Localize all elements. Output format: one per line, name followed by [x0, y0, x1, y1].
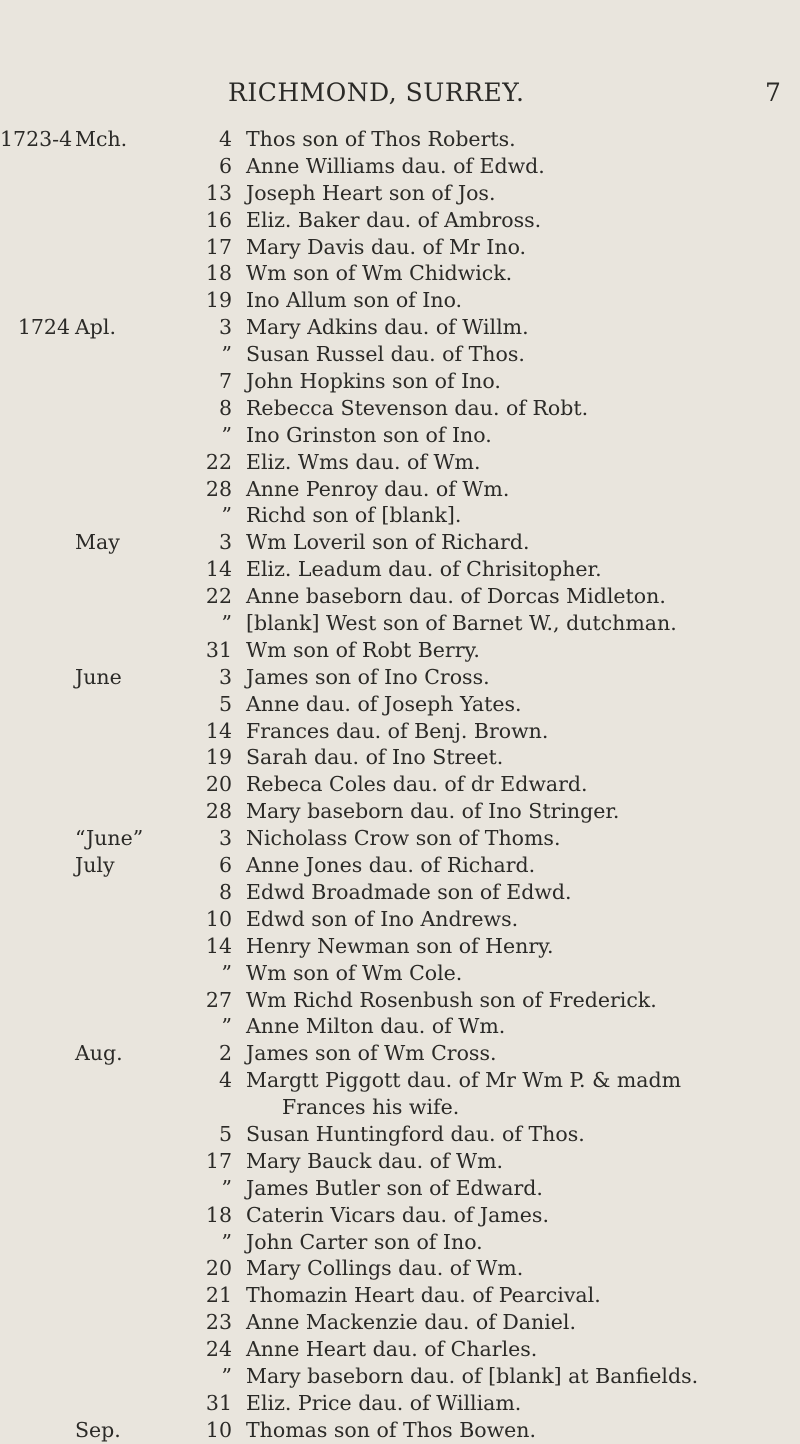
- day-cell: 7: [218, 369, 232, 394]
- register-entry: [0, 207, 800, 234]
- entry-text: [246, 476, 796, 503]
- entry-text-line: Mary Davis dau. of Mr Ino.: [246, 234, 527, 259]
- entry-text: [246, 422, 796, 449]
- entry-text: [246, 1282, 796, 1309]
- entry-text-line: Rebeca Coles dau. of dr Edward.: [246, 772, 588, 797]
- day-cell: 22: [205, 449, 232, 474]
- entry-text: [246, 1336, 796, 1363]
- entry-text: [246, 906, 796, 933]
- register-entries: [0, 126, 800, 1444]
- entry-text: [246, 933, 796, 960]
- entry-text: [246, 879, 796, 906]
- entry-text-line: Mary Collings dau. of Wm.: [246, 1256, 524, 1281]
- entry-text-line: Wm Loveril son of Richard.: [246, 530, 530, 555]
- entry-text-line: Anne baseborn dau. of Dorcas Midleton.: [246, 584, 666, 609]
- entry-text-line: James son of Ino Cross.: [246, 664, 490, 689]
- day-cell: 24: [205, 1337, 232, 1362]
- day-cell: ”: [221, 503, 232, 528]
- register-entry: [0, 153, 800, 180]
- day-cell: 5: [218, 1121, 232, 1146]
- month-cell: July: [75, 853, 115, 878]
- register-entry: [0, 529, 800, 556]
- day-cell: 14: [205, 933, 232, 958]
- register-entry: [0, 260, 800, 287]
- day-cell: ”: [221, 1229, 232, 1254]
- register-entry: [0, 1229, 800, 1256]
- day-cell: 28: [205, 476, 232, 501]
- register-entry: [0, 287, 800, 314]
- entry-text: [246, 1013, 796, 1040]
- entry-text: [246, 1255, 796, 1282]
- entry-text: [246, 126, 796, 153]
- register-entry: [0, 1148, 800, 1175]
- register-entry: [0, 1040, 800, 1067]
- register-entry: [0, 1390, 800, 1417]
- entry-text-line: Ino Allum son of Ino.: [246, 288, 463, 313]
- entry-text: [246, 153, 796, 180]
- day-cell: 28: [205, 799, 232, 824]
- entry-text: [246, 529, 796, 556]
- entry-text: [246, 744, 796, 771]
- entry-text-line: Thomazin Heart dau. of Pearcival.: [246, 1283, 601, 1308]
- day-cell: 6: [218, 853, 232, 878]
- entry-text: [246, 1121, 796, 1148]
- entry-text: [246, 825, 796, 852]
- entry-text-line: Margtt Piggott dau. of Mr Wm P. & madm: [246, 1068, 682, 1093]
- register-entry: [0, 556, 800, 583]
- entry-text-line: Ino Grinston son of Ino.: [246, 422, 492, 447]
- entry-text-line: Mary Bauck dau. of Wm.: [246, 1148, 504, 1173]
- register-entry: [0, 960, 800, 987]
- entry-text: [246, 664, 796, 691]
- day-cell: 3: [218, 664, 232, 689]
- entry-text: [246, 502, 796, 529]
- running-head: RICHMOND, SURREY.: [228, 78, 525, 107]
- day-cell: 27: [205, 987, 232, 1012]
- year-cell: 1724: [17, 315, 70, 340]
- entry-text: [246, 691, 796, 718]
- entry-text: [246, 1067, 796, 1121]
- entry-text-line: Thomas son of Thos Bowen.: [246, 1417, 537, 1442]
- entry-text-continuation: Frances his wife.: [282, 1095, 460, 1120]
- entry-text-line: Richd son of [blank].: [246, 503, 462, 528]
- day-cell: 23: [205, 1310, 232, 1335]
- day-cell: 21: [205, 1283, 232, 1308]
- day-cell: ”: [221, 1363, 232, 1388]
- register-entry: [0, 933, 800, 960]
- register-entry: [0, 1067, 800, 1121]
- entry-text: [246, 1202, 796, 1229]
- register-entry: [0, 879, 800, 906]
- day-cell: 3: [218, 530, 232, 555]
- day-cell: ”: [221, 1175, 232, 1200]
- register-entry: [0, 583, 800, 610]
- register-entry: [0, 126, 800, 153]
- day-cell: 8: [218, 395, 232, 420]
- register-entry: [0, 368, 800, 395]
- day-cell: 18: [205, 1202, 232, 1227]
- entry-text: [246, 1040, 796, 1067]
- day-cell: 17: [205, 234, 232, 259]
- entry-text-line: Eliz. Baker dau. of Ambross.: [246, 207, 542, 232]
- entry-text: [246, 314, 796, 341]
- entry-text: [246, 368, 796, 395]
- register-entry: [0, 341, 800, 368]
- register-entry: [0, 395, 800, 422]
- day-cell: 13: [205, 180, 232, 205]
- entry-text: [246, 449, 796, 476]
- day-cell: 2: [218, 1041, 232, 1066]
- register-entry: [0, 476, 800, 503]
- entry-text: [246, 718, 796, 745]
- month-cell: “June”: [75, 826, 144, 851]
- month-cell: Sep.: [75, 1417, 121, 1442]
- day-cell: 8: [218, 879, 232, 904]
- day-cell: 22: [205, 584, 232, 609]
- entry-text: [246, 960, 796, 987]
- register-entry: [0, 1363, 800, 1390]
- entry-text: [246, 987, 796, 1014]
- register-entry: [0, 1013, 800, 1040]
- entry-text-line: Nicholass Crow son of Thoms.: [246, 826, 561, 851]
- day-cell: 6: [218, 153, 232, 178]
- entry-text-line: Eliz. Price dau. of William.: [246, 1390, 522, 1415]
- entry-text-line: Wm Richd Rosenbush son of Frederick.: [246, 987, 657, 1012]
- register-entry: [0, 771, 800, 798]
- register-entry: [0, 1255, 800, 1282]
- entry-text-line: Anne Penroy dau. of Wm.: [246, 476, 510, 501]
- day-cell: 17: [205, 1148, 232, 1173]
- entry-text-line: [blank] West son of Barnet W., dutchman.: [246, 611, 677, 636]
- entry-text-line: Wm son of Wm Chidwick.: [246, 261, 513, 286]
- entry-text-line: Wm son of Wm Cole.: [246, 960, 463, 985]
- entry-text-line: Anne Mackenzie dau. of Daniel.: [246, 1310, 576, 1335]
- entry-text-line: Frances dau. of Benj. Brown.: [246, 718, 549, 743]
- entry-text: [246, 1390, 796, 1417]
- day-cell: 19: [205, 288, 232, 313]
- day-cell: 31: [205, 1390, 232, 1415]
- day-cell: 4: [218, 127, 232, 151]
- entry-text-line: Edwd son of Ino Andrews.: [246, 906, 519, 931]
- register-entry: [0, 449, 800, 476]
- entry-text: [246, 1363, 796, 1390]
- entry-text: [246, 637, 796, 664]
- entry-text: [246, 341, 796, 368]
- register-entry: [0, 502, 800, 529]
- entry-text-line: Mary baseborn dau. of [blank] at Banfields.: [246, 1363, 699, 1388]
- register-entry: [0, 664, 800, 691]
- register-entry: [0, 1309, 800, 1336]
- day-cell: 14: [205, 557, 232, 582]
- day-cell: 5: [218, 691, 232, 716]
- entry-text: [246, 395, 796, 422]
- day-cell: ”: [221, 342, 232, 367]
- month-cell: Mch.: [75, 127, 128, 151]
- entry-text: [246, 556, 796, 583]
- register-entry: [0, 825, 800, 852]
- day-cell: ”: [221, 611, 232, 636]
- month-cell: June: [75, 664, 122, 689]
- day-cell: 31: [205, 637, 232, 662]
- entry-text-line: James son of Wm Cross.: [246, 1041, 497, 1066]
- entry-text: [246, 610, 796, 637]
- year-cell: 1723-4: [0, 127, 73, 151]
- entry-text: [246, 234, 796, 261]
- register-entry: [0, 987, 800, 1014]
- entry-text-line: Anne Jones dau. of Richard.: [246, 853, 536, 878]
- entry-text-line: Mary baseborn dau. of Ino Stringer.: [246, 799, 620, 824]
- register-entry: [0, 852, 800, 879]
- entry-text-line: Sarah dau. of Ino Street.: [246, 745, 504, 770]
- entry-text: [246, 260, 796, 287]
- entry-text: [246, 798, 796, 825]
- entry-text: [246, 1417, 796, 1444]
- entry-text-line: Caterin Vicars dau. of James.: [246, 1202, 549, 1227]
- month-cell: Apl.: [75, 315, 116, 340]
- entry-text-line: Thos son of Thos Roberts.: [246, 127, 516, 151]
- month-cell: May: [75, 530, 120, 555]
- entry-text-line: John Hopkins son of Ino.: [246, 369, 501, 394]
- register-entry: [0, 1417, 800, 1444]
- register-entry: [0, 798, 800, 825]
- entry-text-line: Joseph Heart son of Jos.: [246, 180, 496, 205]
- entry-text: [246, 1229, 796, 1256]
- entry-text: [246, 287, 796, 314]
- page-number: 7: [765, 78, 781, 107]
- register-entry: [0, 314, 800, 341]
- entry-text: [246, 771, 796, 798]
- day-cell: 18: [205, 261, 232, 286]
- entry-text-line: Edwd Broadmade son of Edwd.: [246, 879, 572, 904]
- register-entry: [0, 1282, 800, 1309]
- entry-text-line: Mary Adkins dau. of Willm.: [246, 315, 529, 340]
- register-entry: [0, 744, 800, 771]
- month-cell: Aug.: [75, 1041, 123, 1066]
- day-cell: 3: [218, 315, 232, 340]
- day-cell: 3: [218, 826, 232, 851]
- register-entry: [0, 180, 800, 207]
- entry-text: [246, 1175, 796, 1202]
- register-entry: [0, 1202, 800, 1229]
- day-cell: 20: [205, 1256, 232, 1281]
- day-cell: 10: [205, 1417, 232, 1442]
- entry-text-line: John Carter son of Ino.: [246, 1229, 483, 1254]
- entry-text: [246, 180, 796, 207]
- entry-text: [246, 583, 796, 610]
- entry-text: [246, 1309, 796, 1336]
- entry-text-line: Susan Russel dau. of Thos.: [246, 342, 525, 367]
- entry-text-line: Anne Heart dau. of Charles.: [246, 1337, 538, 1362]
- register-entry: [0, 1336, 800, 1363]
- day-cell: 19: [205, 745, 232, 770]
- register-entry: [0, 234, 800, 261]
- entry-text-line: Eliz. Leadum dau. of Chrisitopher.: [246, 557, 602, 582]
- register-entry: [0, 906, 800, 933]
- entry-text-line: Anne dau. of Joseph Yates.: [246, 691, 522, 716]
- register-entry: [0, 422, 800, 449]
- day-cell: ”: [221, 960, 232, 985]
- register-entry: [0, 691, 800, 718]
- register-entry: [0, 637, 800, 664]
- entry-text-line: Susan Huntingford dau. of Thos.: [246, 1121, 585, 1146]
- entry-text: [246, 1148, 796, 1175]
- entry-text-line: Wm son of Robt Berry.: [246, 637, 480, 662]
- register-entry: [0, 718, 800, 745]
- entry-text-line: James Butler son of Edward.: [246, 1175, 543, 1200]
- entry-text-line: Henry Newman son of Henry.: [246, 933, 554, 958]
- entry-text: [246, 207, 796, 234]
- register-entry: [0, 1175, 800, 1202]
- entry-text-line: Rebecca Stevenson dau. of Robt.: [246, 395, 589, 420]
- day-cell: 10: [205, 906, 232, 931]
- day-cell: 14: [205, 718, 232, 743]
- entry-text-line: Anne Williams dau. of Edwd.: [246, 153, 545, 178]
- page-header: [0, 78, 800, 114]
- day-cell: ”: [221, 1014, 232, 1039]
- entry-text: [246, 852, 796, 879]
- day-cell: 4: [218, 1068, 232, 1093]
- entry-text-line: Anne Milton dau. of Wm.: [246, 1014, 506, 1039]
- day-cell: 20: [205, 772, 232, 797]
- day-cell: 16: [205, 207, 232, 232]
- day-cell: ”: [221, 422, 232, 447]
- register-entry: [0, 1121, 800, 1148]
- entry-text-line: Eliz. Wms dau. of Wm.: [246, 449, 481, 474]
- register-entry: [0, 610, 800, 637]
